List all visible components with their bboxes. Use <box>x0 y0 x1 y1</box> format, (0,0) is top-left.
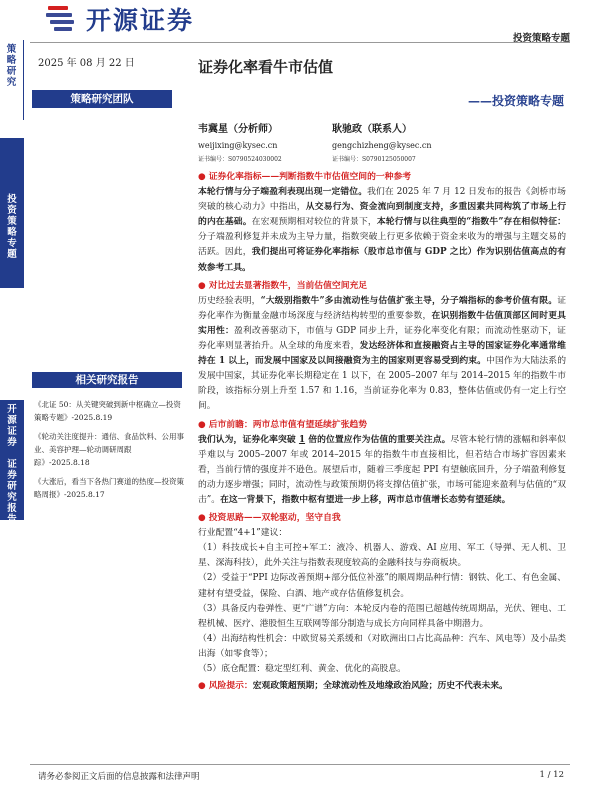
header-report-type: 投资策略专题 <box>512 33 570 44</box>
author-name: 韦冀星（分析师） <box>198 124 278 135</box>
sidebar-char: 券 <box>7 470 17 481</box>
sidebar-tag-research <box>0 40 24 120</box>
list-item: （1）科技成长+自主可控+军工：液冷、机器人、游戏、AI 应用、军工（导弹、无人机、卫星、深海科技），此外关注与指数表现度较高的金融科技与券商板块。 <box>198 543 566 569</box>
related-reports-title: 相关研究报告 <box>32 372 182 388</box>
section-paragraph <box>198 294 566 415</box>
list-item: （5）底仓配置：稳定型红利、黄金、优化的高股息。 <box>198 664 406 674</box>
section-paragraph <box>198 526 566 677</box>
report-date: 2025 年 08 月 22 日 <box>38 58 135 69</box>
author-name: 耿驰政（联系人） <box>332 124 412 135</box>
body-text: 尽管本轮行情的涨幅和斜率似乎难以与 2005–2007 年或 2014–2015 年的指数牛市直接相比，但若结合市场扩容因素来看，当前行情的强度并不逊色。展望后市，随着三季度起 PPI 有望触底回升，分子端盈利修复的动力逐步增强；同时，流动性与政策预期仍将支撑估值扩张，市场可能迎来盈利与估值的“双击”。 <box>198 434 566 505</box>
sidebar-char: 券 <box>7 437 17 448</box>
risk-text: 宏观政策超预期；全球流动性及地缘政治风险；历史不代表未来。 <box>252 681 508 692</box>
key-point: 本轮行情与分子端盈利表现出现一定错位。 <box>198 187 368 198</box>
sidebar-char: 研 <box>6 66 17 77</box>
related-report-link[interactable]: 《大涨后，看当下各热门赛道的热度—投资策略周报》-2025.8.17 <box>34 477 184 499</box>
sidebar-char: 源 <box>7 415 17 426</box>
list-item: （4）出海结构性机会：中欧贸易关系缓和（对欧洲出口占比高品种：汽车、风电等）及小品类出海（如零食等）； <box>198 633 566 659</box>
report-subtitle: ——投资策略专题 <box>467 94 564 108</box>
sidebar-char: 证 <box>7 459 17 470</box>
related-report-link[interactable]: 《轮动关注度提升：通信、食品饮料、公用事业、美容护理—轮动调研周跟踪》-2025.8.18 <box>34 432 184 467</box>
key-point: 在这一背景下，指数中枢有望进一步上移，两市总市值增长态势有望延续。 <box>220 494 511 505</box>
key-point: 我们认为，证券化率突破 <box>198 434 299 445</box>
body-text: 历史经验表明， <box>198 295 261 306</box>
sidebar <box>0 0 24 800</box>
section-heading: ● 证券化率指标——判断指数牛市估值空间的一种参考 <box>198 172 412 182</box>
sidebar-char: 略 <box>6 55 17 66</box>
key-point: “大级别指数牛”多由流动性与估值扩张主导，分子端指标的参考价值有限。 <box>260 295 558 306</box>
body-text: 证券化率作为衡量金融市场深度与经济结构转型的重要参数， <box>198 295 566 321</box>
key-point: 从交易行为、资金流向到制度支持，多重因素共同构筑了市场上行的内在基础。 <box>198 202 566 228</box>
sidebar-tag-company <box>0 400 24 525</box>
sidebar-char: 究 <box>6 77 17 88</box>
body-text: 行业配置“4+1”建议： <box>198 528 288 539</box>
key-point: 我们提出可将证券化率指标（股市总市值与 GDP 之比）作为识别估值高点的有效参考工具。 <box>198 247 566 273</box>
sidebar-char <box>10 448 13 459</box>
list-item: （2）受益于“PPI 边际改善预期+部分低位补涨”的顺周期品种行情：钢铁、化工、有色金属、建材有望受益，保险、白酒、地产或存估值修复机会。 <box>198 573 566 599</box>
sidebar-char: 专 <box>7 238 17 249</box>
body-text: 我们在 2025 年 7 月 12 日发布的报告《剑桥市场突破的核心动力》中指出， <box>198 187 566 213</box>
sidebar-char: 策 <box>7 216 17 227</box>
related-reports-list <box>34 398 184 507</box>
sidebar-char: 投 <box>7 194 17 205</box>
company-logo <box>44 2 194 36</box>
sidebar-char: 告 <box>7 514 17 525</box>
key-point: 本轮行情与以往典型的“指数牛”存在相似特征： <box>376 217 566 228</box>
body-text: 分子端盈利修复并未成为主导力量，指数突破上行更多依赖于资金来收为的增强与主题交易的活跃。因此， <box>198 232 566 258</box>
sidebar-char: 开 <box>7 404 17 415</box>
authors <box>198 120 568 164</box>
key-point: 倍的位置应作为估值的重要关注点。 <box>305 434 451 445</box>
sidebar-char: 研 <box>7 481 17 492</box>
sidebar-tag-topic <box>0 138 24 288</box>
body-text: 盈利改善驱动下，市值与 GDP 同步上升，证券化率变化有限；而流动性驱动下，证券化率则显著抬升。从全球的角度来看， <box>198 325 566 352</box>
sidebar-char: 资 <box>7 205 17 216</box>
body-text: 中国作为大陆法系的发展中国家，其证券化率长期稳定在 1 以下，在 2005–2007 年与 2014–2015 年的指数牛市阶段，该指标分别上升至 1.57 和 1.16，当前证券化率为 0.83，整体估值或仍有一定上行空间。 <box>198 356 566 412</box>
section-heading: ● 投资思路——双轮驱动，坚守自我 <box>198 513 341 524</box>
sidebar-char: 策 <box>6 44 17 55</box>
author-cert: 证书编号：S0790125050007 <box>332 156 416 163</box>
section-paragraph <box>198 433 566 508</box>
related-report-link[interactable]: 《北证 50：从关键突破到新中枢确立—投资策略专题》-2025.8.19 <box>34 400 181 422</box>
section-heading: ● 对比过去显著指数牛，当前估值空间充足 <box>198 280 368 291</box>
risk-heading: ● 风险提示： <box>198 681 253 692</box>
sidebar-char: 究 <box>7 492 17 503</box>
sidebar-char: 证 <box>7 426 17 437</box>
author-email[interactable]: weijixing@kysec.cn <box>198 141 278 150</box>
body-text: 在宏观预期相对较位的背景下， <box>251 217 377 228</box>
risk-warning <box>198 679 566 694</box>
logo-mark-icon <box>44 4 80 34</box>
key-point: 发达经济体和直接融资占主导的国家证券化率通常维持在 1 以上，而发展中国家及以间接融资为主的国家则更容易受到约束。 <box>198 341 566 367</box>
section-paragraph <box>198 185 566 276</box>
author-cert: 证书编号：S0790524030002 <box>198 156 282 163</box>
author-email[interactable]: gengchizheng@kysec.cn <box>332 141 432 150</box>
page-number: 1 / 12 <box>539 770 564 780</box>
key-point: 在识别指数牛估值顶部区间时更具实用性： <box>198 310 566 336</box>
author-card <box>198 120 282 163</box>
author-card <box>332 120 432 163</box>
team-label: 策略研究团队 <box>32 90 172 108</box>
footer-disclaimer: 请务必参阅正文后面的信息披露和法律声明 <box>38 772 200 782</box>
sidebar-char: 题 <box>7 249 17 260</box>
header-divider <box>30 42 570 43</box>
section-heading: ● 后市前瞻：两市总市值有望延续扩张趋势 <box>198 419 368 430</box>
list-item: （3）具备反内卷弹性、更“广谱”方向：本轮反内卷的范围已超越传统周期品，光伏、锂电、工程机械、医疗、港股恒生互联网等部分制造与成长方向同样具备中期潜力。 <box>198 603 566 629</box>
sidebar-char: 报 <box>7 503 17 514</box>
logo-text: 开源证券 <box>86 6 195 35</box>
footer-divider <box>30 764 570 765</box>
key-number: 1 <box>298 434 306 445</box>
report-body <box>198 170 566 694</box>
sidebar-char: 略 <box>7 227 17 238</box>
report-title: 证券化率看牛市估值 <box>198 58 334 76</box>
